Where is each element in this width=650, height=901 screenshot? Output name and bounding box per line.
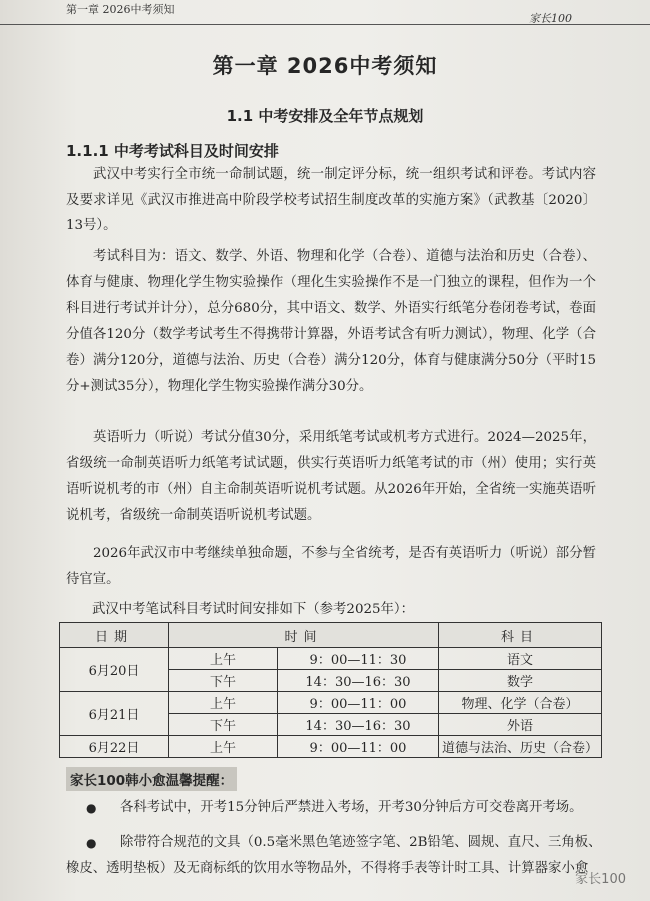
header-subject: 科目 bbox=[439, 623, 602, 648]
bullet-text: 除带符合规范的文具（0.5毫米黑色笔迹签字笔、2B铅笔、圆规、直尺、三角板、橡皮、透明垫板）及无商标纸的饮用水等物品外，不得将手表等计时工具、计算器家小愈 bbox=[66, 835, 602, 876]
paragraph-english-listening: 英语听力（听说）考试分值30分，采用纸笔考试或机考方式进行。2024—2025年，省级统一命制英语听力纸笔考试试题，供实行英语听力纸笔考试的市（州）使用；实行英语听说机考的市（州）自主命制英语听说机考试题。从2026年开始，全省统一实施英语听说机考，省级统一命制英语听说机考试题。 bbox=[66, 430, 596, 523]
chapter-title: 第一章 2026中考须知 bbox=[212, 54, 438, 78]
list-item bbox=[66, 830, 611, 882]
date-cell: 6月20日 bbox=[60, 648, 169, 692]
tip-title: 家长100韩小愈温馨提醒： bbox=[66, 767, 237, 791]
exam-schedule-table bbox=[59, 622, 602, 758]
half-day-cell: 下午 bbox=[169, 670, 278, 692]
paragraph-exam-subjects: 考试科目为：语文、数学、外语、物理和化学（合卷）、道德与法治和历史（合卷）、体育与健康、物理化学生物实验操作（理化生实验操作不是一门独立的课程，但作为一个科目进行考试并计分），总分680分，其中语文、数学、外语实行纸笔分卷闭卷考试，卷面分值各120分（数学考试考生不得携带计算器，外语考试含有听力测试），物理、化学（合卷）满分120分，道德与法治、历史（合卷）满分120分，体育与健康满分50分（平时15分+测试35分），物理化学生物实验操作满分30分。 bbox=[66, 249, 596, 394]
date-cell: 6月22日 bbox=[60, 736, 169, 758]
date-cell: 6月21日 bbox=[60, 692, 169, 736]
bullet-dot-icon: ● bbox=[86, 836, 97, 850]
table-header-row bbox=[60, 623, 602, 648]
subsection-title: 1.1.1 中考考试科目及时间安排 bbox=[66, 142, 279, 160]
half-day-cell: 上午 bbox=[169, 648, 278, 670]
subject-cell: 数学 bbox=[439, 670, 602, 692]
running-header-chapter: 第一章 2026中考须知 bbox=[66, 3, 175, 16]
time-cell: 9：00—11：30 bbox=[278, 648, 439, 670]
header-time: 时间 bbox=[169, 623, 439, 648]
section-title: 1.1 中考安排及全年节点规划 bbox=[226, 107, 424, 125]
table-row bbox=[60, 692, 602, 714]
paragraph-2026-note: 2026年武汉市中考继续单独命题，不参与全省统考，是否有英语听力（听说）部分暂待官宣。 bbox=[66, 546, 596, 587]
running-header-brand: 家长100 bbox=[529, 12, 572, 25]
list-item bbox=[66, 795, 611, 821]
subject-cell: 道德与法治、历史（合卷） bbox=[439, 736, 602, 758]
half-day-cell: 上午 bbox=[169, 692, 278, 714]
time-cell: 14：30—16：30 bbox=[278, 714, 439, 736]
half-day-cell: 上午 bbox=[169, 736, 278, 758]
half-day-cell: 下午 bbox=[169, 714, 278, 736]
bullet-dot-icon: ● bbox=[86, 801, 97, 815]
watermark: 家长100 bbox=[575, 872, 626, 887]
table-caption: 武汉中考笔试科目考试时间安排如下（参考2025年）： bbox=[92, 602, 414, 617]
time-cell: 14：30—16：30 bbox=[278, 670, 439, 692]
subject-cell: 物理、化学（合卷） bbox=[439, 692, 602, 714]
table-row bbox=[60, 648, 602, 670]
time-cell: 9：00—11：00 bbox=[278, 736, 439, 758]
paragraph-exam-policy: 武汉中考实行全市统一命制试题，统一制定评分标，统一组织考试和评卷。考试内容及要求详见《武汉市推进高中阶段学校考试招生制度改革的实施方案》（武教基〔2020〕13号）。 bbox=[66, 167, 596, 233]
subject-cell: 语文 bbox=[439, 648, 602, 670]
bullet-text: 各科考试中，开考15分钟后严禁进入考场，开考30分钟后方可交卷离开考场。 bbox=[120, 800, 583, 815]
header-date: 日期 bbox=[60, 623, 169, 648]
subject-cell: 外语 bbox=[439, 714, 602, 736]
time-cell: 9：00—11：00 bbox=[278, 692, 439, 714]
table-row bbox=[60, 736, 602, 758]
running-header bbox=[0, 0, 650, 25]
